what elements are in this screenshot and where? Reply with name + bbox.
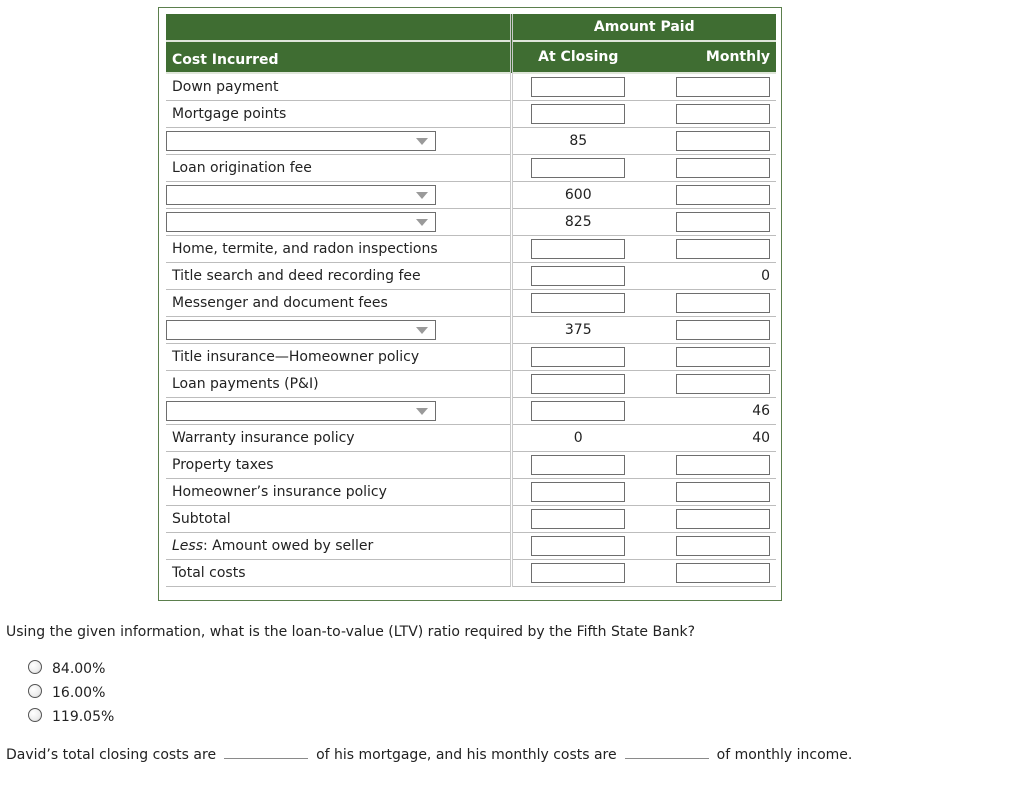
closing-input[interactable] (531, 77, 625, 97)
table-row (166, 425, 776, 452)
cost-type-dropdown[interactable] (166, 185, 436, 205)
row-label-italic: Less (172, 538, 204, 554)
chevron-down-icon (416, 408, 428, 415)
sentence-part-3: of monthly income. (716, 747, 853, 763)
row-label: Homeowner’s insurance policy (166, 479, 511, 506)
table-row (166, 398, 776, 425)
closing-input[interactable] (531, 455, 625, 475)
row-label: Property taxes (166, 452, 511, 479)
blank-header-cell (166, 14, 511, 41)
radio-unselected-icon[interactable] (28, 660, 42, 674)
cost-type-dropdown[interactable] (166, 131, 436, 151)
table-row (166, 479, 776, 506)
row-label-rest: : Amount owed by seller (203, 538, 374, 554)
monthly-header: Monthly (644, 41, 776, 73)
table-row (166, 317, 776, 344)
table-row (166, 560, 776, 587)
table-row (166, 452, 776, 479)
radio-unselected-icon[interactable] (28, 684, 42, 698)
closing-input[interactable] (531, 104, 625, 124)
amount-paid-header: Amount Paid (511, 14, 776, 41)
table-row (166, 101, 776, 128)
option-label: 16.00% (52, 685, 106, 701)
closing-input[interactable] (531, 563, 625, 583)
table-row (166, 263, 776, 290)
cost-type-dropdown[interactable] (166, 320, 436, 340)
monthly-value: 0 (644, 263, 776, 290)
closing-input[interactable] (531, 401, 625, 421)
closing-input[interactable] (531, 158, 625, 178)
closing-input[interactable] (531, 293, 625, 313)
row-label: Home, termite, and radon inspections (166, 236, 511, 263)
row-label: Down payment (166, 73, 511, 101)
closing-input[interactable] (531, 239, 625, 259)
closing-value: 0 (511, 425, 644, 452)
closing-input[interactable] (531, 509, 625, 529)
monthly-input[interactable] (676, 374, 770, 394)
table-row (166, 533, 776, 560)
table-row (166, 155, 776, 182)
row-label (166, 533, 511, 560)
table-row (166, 236, 776, 263)
row-label: Messenger and document fees (166, 290, 511, 317)
sentence-part-2: of his mortgage, and his monthly costs are (316, 747, 617, 763)
monthly-input[interactable] (676, 131, 770, 151)
row-label: Subtotal (166, 506, 511, 533)
ltv-option-3[interactable] (28, 708, 114, 726)
monthly-input[interactable] (676, 239, 770, 259)
table-row (166, 73, 776, 101)
option-label: 119.05% (52, 709, 115, 725)
monthly-input[interactable] (676, 77, 770, 97)
chevron-down-icon (416, 192, 428, 199)
monthly-input[interactable] (676, 563, 770, 583)
table-row (166, 128, 776, 155)
radio-unselected-icon[interactable] (28, 708, 42, 722)
chevron-down-icon (416, 138, 428, 145)
monthly-value: 40 (644, 425, 776, 452)
monthly-input[interactable] (676, 482, 770, 502)
option-label: 84.00% (52, 661, 106, 677)
monthly-input[interactable] (676, 293, 770, 313)
ltv-question: Using the given information, what is the loan-to-value (LTV) ratio required by the Fifth State Bank? (6, 624, 696, 640)
monthly-input[interactable] (676, 212, 770, 232)
monthly-input[interactable] (676, 104, 770, 124)
row-label: Warranty insurance policy (166, 425, 511, 452)
table-row (166, 182, 776, 209)
closing-input[interactable] (531, 347, 625, 367)
monthly-input[interactable] (676, 185, 770, 205)
chevron-down-icon (416, 327, 428, 334)
monthly-input[interactable] (676, 455, 770, 475)
monthly-value: 46 (644, 398, 776, 425)
monthly-costs-percent-blank[interactable] (625, 744, 709, 759)
monthly-input[interactable] (676, 347, 770, 367)
ltv-option-2[interactable] (28, 684, 105, 702)
row-label: Loan origination fee (166, 155, 511, 182)
monthly-input[interactable] (676, 509, 770, 529)
monthly-input[interactable] (676, 158, 770, 178)
table-row (166, 344, 776, 371)
cost-type-dropdown[interactable] (166, 212, 436, 232)
table-row (166, 290, 776, 317)
row-label: Title insurance—Homeowner policy (166, 344, 511, 371)
cost-table-frame (158, 7, 782, 601)
table-row (166, 506, 776, 533)
row-label: Title search and deed recording fee (166, 263, 511, 290)
ltv-option-1[interactable] (28, 660, 105, 678)
closing-input[interactable] (531, 536, 625, 556)
closing-costs-percent-blank[interactable] (224, 744, 308, 759)
closing-value: 825 (511, 209, 644, 236)
table-row (166, 371, 776, 398)
row-label: Total costs (166, 560, 511, 587)
row-label: Loan payments (P&I) (166, 371, 511, 398)
monthly-input[interactable] (676, 320, 770, 340)
closing-value: 375 (511, 317, 644, 344)
sentence-part-1: David’s total closing costs are (6, 747, 217, 763)
closing-value: 85 (511, 128, 644, 155)
table-row (166, 209, 776, 236)
chevron-down-icon (416, 219, 428, 226)
cost-type-dropdown[interactable] (166, 401, 436, 421)
cost-incurred-header: Cost Incurred (166, 41, 511, 73)
at-closing-header: At Closing (511, 41, 644, 73)
closing-input[interactable] (531, 266, 625, 286)
closing-value: 600 (511, 182, 644, 209)
closing-input[interactable] (531, 374, 625, 394)
cost-table (166, 14, 776, 587)
monthly-input[interactable] (676, 536, 770, 556)
closing-input[interactable] (531, 482, 625, 502)
closing-costs-sentence (6, 744, 852, 763)
row-label: Mortgage points (166, 101, 511, 128)
